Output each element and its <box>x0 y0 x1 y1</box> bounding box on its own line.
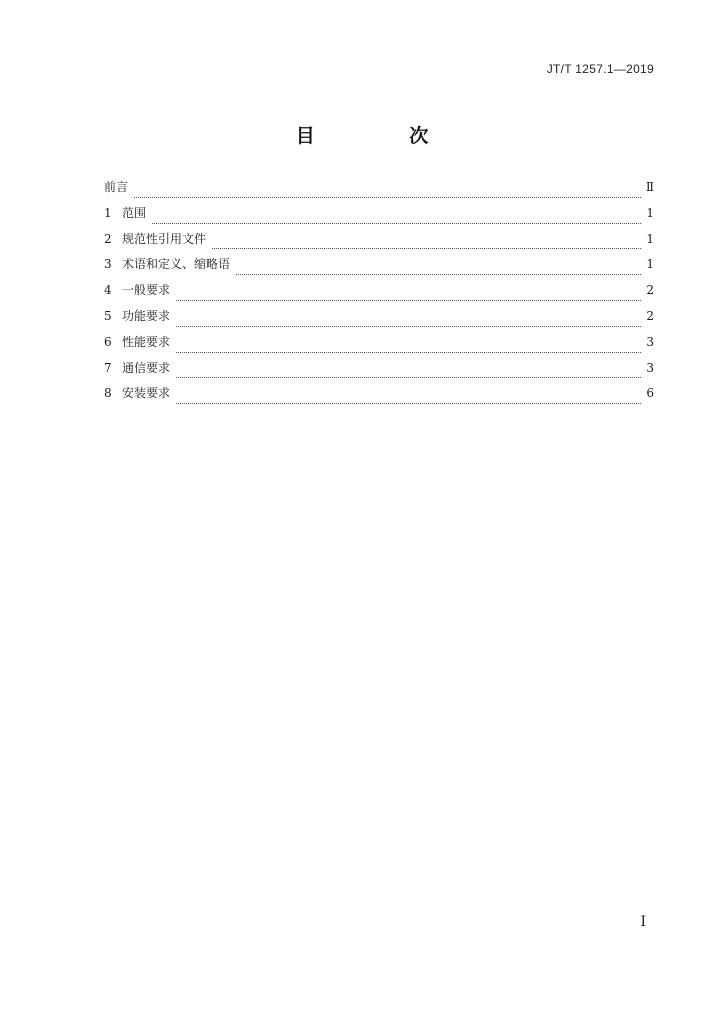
standard-code: JT/T 1257.1—2019 <box>546 62 654 76</box>
dot-leader <box>176 299 641 301</box>
toc-entry-page: 1 <box>646 257 654 272</box>
toc-entry-page: 2 <box>646 283 654 298</box>
toc-entry-label: 通信要求 <box>122 360 171 375</box>
toc-entry-3[interactable] <box>104 256 654 282</box>
toc-entry-label: 范围 <box>122 205 147 220</box>
toc-entry-page: 3 <box>646 360 654 375</box>
dot-leader <box>176 376 641 378</box>
toc-entry-label: 术语和定义、缩略语 <box>122 257 231 272</box>
toc-entry-8[interactable] <box>104 385 654 411</box>
toc-entry-page: Ⅱ <box>645 180 654 194</box>
toc-entry-page: 6 <box>646 386 654 401</box>
dot-leader <box>152 222 641 224</box>
toc-entry-label: 功能要求 <box>122 308 171 323</box>
toc-entry-page: 2 <box>646 308 654 323</box>
dot-leader <box>176 351 641 353</box>
toc-entry-label: 安装要求 <box>122 386 171 401</box>
toc-entry-page: 1 <box>646 231 654 246</box>
toc-entry-4[interactable] <box>104 282 654 308</box>
dot-leader <box>236 273 641 275</box>
toc-entry-number: 8 <box>104 386 112 401</box>
toc-entry-5[interactable] <box>104 308 654 334</box>
toc-entry-6[interactable] <box>104 334 654 360</box>
toc-entry-number: 1 <box>104 205 112 220</box>
toc-entry-number: 6 <box>104 334 112 349</box>
toc-entry-foreword[interactable] <box>104 179 654 205</box>
dot-leader <box>134 196 641 198</box>
toc-entry-number: 4 <box>104 283 112 298</box>
table-of-contents <box>104 179 654 411</box>
toc-entry-page: 3 <box>646 334 654 349</box>
toc-entry-number: 5 <box>104 308 112 323</box>
toc-entry-label: 前言 <box>104 180 129 194</box>
toc-entry-number: 3 <box>104 257 112 272</box>
toc-entry-number: 2 <box>104 231 112 246</box>
toc-entry-page: 1 <box>646 205 654 220</box>
toc-entry-label: 规范性引用文件 <box>122 231 207 246</box>
page-number: Ⅰ <box>640 914 646 930</box>
dot-leader <box>176 325 641 327</box>
toc-entry-number: 7 <box>104 360 112 375</box>
toc-entry-7[interactable] <box>104 360 654 386</box>
toc-entry-label: 一般要求 <box>122 283 171 298</box>
toc-entry-2[interactable] <box>104 231 654 257</box>
toc-entry-1[interactable] <box>104 205 654 231</box>
dot-leader <box>176 402 641 404</box>
dot-leader <box>212 247 641 249</box>
page-title: 目 次 <box>295 125 473 147</box>
toc-entry-label: 性能要求 <box>122 334 171 349</box>
